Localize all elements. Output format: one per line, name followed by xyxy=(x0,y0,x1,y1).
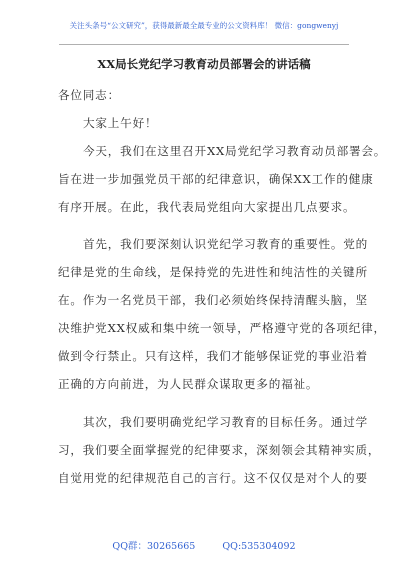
body-line: 做到令行禁止。只有这样，我们才能够保证党的事业沿着 xyxy=(58,349,368,363)
body-line: 其次，我们要明确党纪学习教育的目标任务。通过学 xyxy=(83,415,369,429)
body-line: 旨在进一步加强党员干部的纪律意识，确保XX工作的健康 xyxy=(58,172,374,186)
salutation: 各位同志： xyxy=(58,88,120,102)
body-line: 今天，我们在这里召开XX局党纪学习教育动员部署会。 xyxy=(83,144,387,158)
body-line: 首先，我们要深刻认识党纪学习教育的重要性。党的 xyxy=(83,237,369,251)
body-line: 自觉用党的纪律规范自己的言行。这不仅仅是对个人的要 xyxy=(58,471,368,485)
header-divider xyxy=(59,44,349,45)
body-line: 习，我们要全面掌握党的纪律要求，深刻领会其精神实质， xyxy=(58,443,381,457)
footer xyxy=(0,538,408,552)
footer-qq: QQ:535304092 xyxy=(222,541,296,552)
document-title: XX局长党纪学习教育动员部署会的讲话稿 xyxy=(97,57,311,71)
header-banner: 关注头条号“公文研究”，获得最新最全最专业的公文资料库！ 微信：gongwenyj xyxy=(69,21,339,30)
body-line: 有序开展。在此，我代表局党组向大家提出几点要求。 xyxy=(58,200,356,214)
footer-qq-group: QQ群：30265665 xyxy=(112,541,196,552)
body-line: 在。作为一名党员干部，我们必须始终保持清醒头脑，坚 xyxy=(58,293,368,307)
greeting: 大家上午好！ xyxy=(83,116,158,130)
body-line: 决维护党XX权威和集中统一领导，严格遵守党的各项纪律， xyxy=(58,321,386,335)
body-line: 纪律是党的生命线，是保持党的先进性和纯洁性的关键所 xyxy=(58,265,368,279)
body-line: 正确的方向前进，为人民群众谋取更多的福祉。 xyxy=(58,377,319,391)
